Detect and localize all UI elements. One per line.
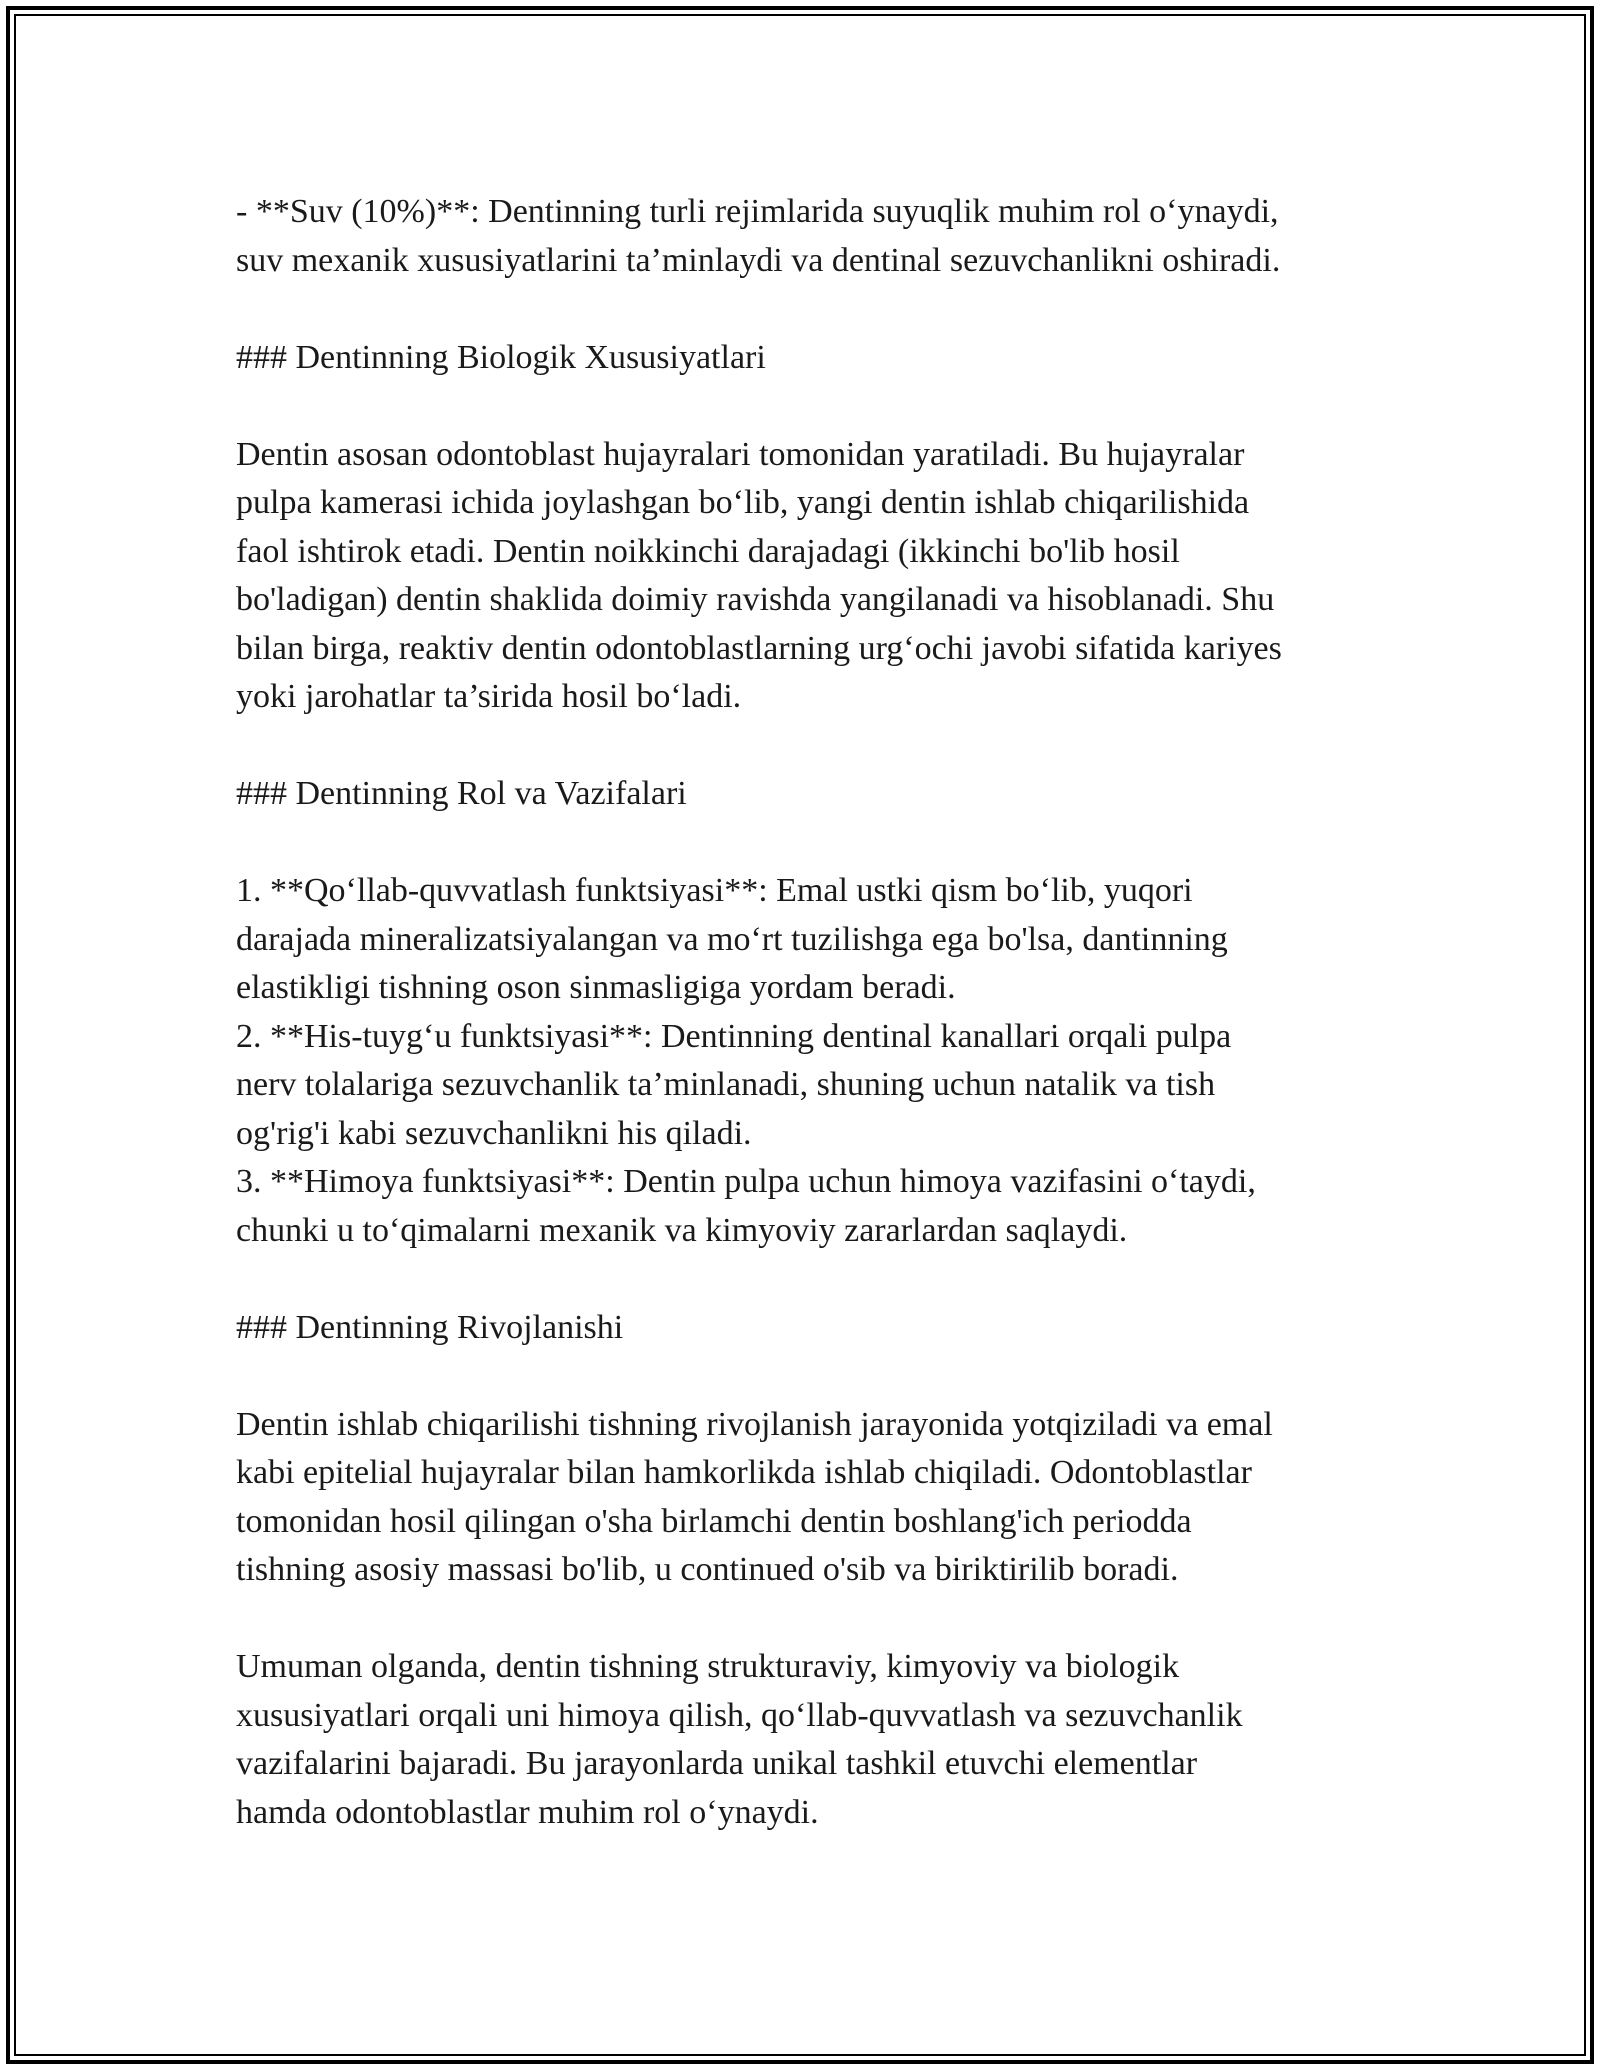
spacer <box>236 819 1386 868</box>
spacer <box>236 722 1386 771</box>
spacer <box>236 1255 1386 1304</box>
heading-biological-properties: ### Dentinning Biologik Xususiyatlari <box>236 338 766 376</box>
spacer <box>236 285 1386 334</box>
numbered-list-functions: 1. **Qo‘llab-quvvatlash funktsiyasi**: Emal ustki qism bo‘lib, yuqori darajada mineralizatsiyalangan va mo‘rt tuzilishga ega bo'lsa, dantinning elastikligi tishning oson sinmasligiga yordam beradi. 2. **His-tuyg‘u funktsiyasi**: Dentinning dentinal kanallari orqali pulpa nerv tolalariga sezuvchanlik ta’minlanadi, shuning uchun natalik va tish og'rig'i kabi sezuvchanlikni his qiladi. 3. **Himoya funktsiyasi**: Dentin pulpa uchun himoya vazifasini o‘taydi, chunki u to‘qimalarni mexanik va kimyoviy zararlardan saqlaydi. <box>236 872 1256 1249</box>
document-body <box>236 188 1386 1837</box>
heading-roles-functions: ### Dentinning Rol va Vazifalari <box>236 775 687 812</box>
spacer <box>236 1352 1386 1401</box>
spacer <box>236 382 1386 431</box>
bullet-water: - **Suv (10%)**: Dentinning turli rejimlarida suyuqlik muhim rol o‘ynaydi, suv mexanik xususiyatlarini ta’minlaydi va dentinal sezuvchanlikni oshiradi. <box>236 193 1281 279</box>
heading-development: ### Dentinning Rivojlanishi <box>236 1308 624 1346</box>
paragraph-conclusion: Umuman olganda, dentin tishning strukturaviy, kimyoviy va biologik xususiyatlari orqali uni himoya qilish, qo‘llab-quvvatlash va sezuvchanlik vazifalarini bajaradi. Bu jarayonlarda unikal tashkil etuvchi elementlar hamda odontoblastlar muhim rol o‘ynaydi. <box>236 1648 1243 1831</box>
paragraph-development: Dentin ishlab chiqarilishi tishning rivojlanish jarayonida yotqiziladi va emal kabi epitelial hujayralar bilan hamkorlikda ishlab chiqiladi. Odontoblastlar tomonidan hosil qilingan o'sha birlamchi dentin boshlang'ich periodda tishning asosiy massasi bo'lib, u continued o'sib va biriktirilib boradi. <box>236 1405 1273 1588</box>
paragraph-biology: Dentin asosan odontoblast hujayralari tomonidan yaratiladi. Bu hujayralar pulpa kamerasi ichida joylashgan bo‘lib, yangi dentin ishlab chiqarilishida faol ishtirok etadi. Dentin noikkinchi darajadagi (ikkinchi bo'lib hosil bo'ladigan) dentin shaklida doimiy ravishda yangilanadi va hisoblanadi. Shu bilan birga, reaktiv dentin odontoblastlarning urg‘ochi javobi sifatida kariyes yoki jarohatlar ta’sirida hosil bo‘ladi. <box>236 435 1282 715</box>
spacer <box>236 1595 1386 1644</box>
